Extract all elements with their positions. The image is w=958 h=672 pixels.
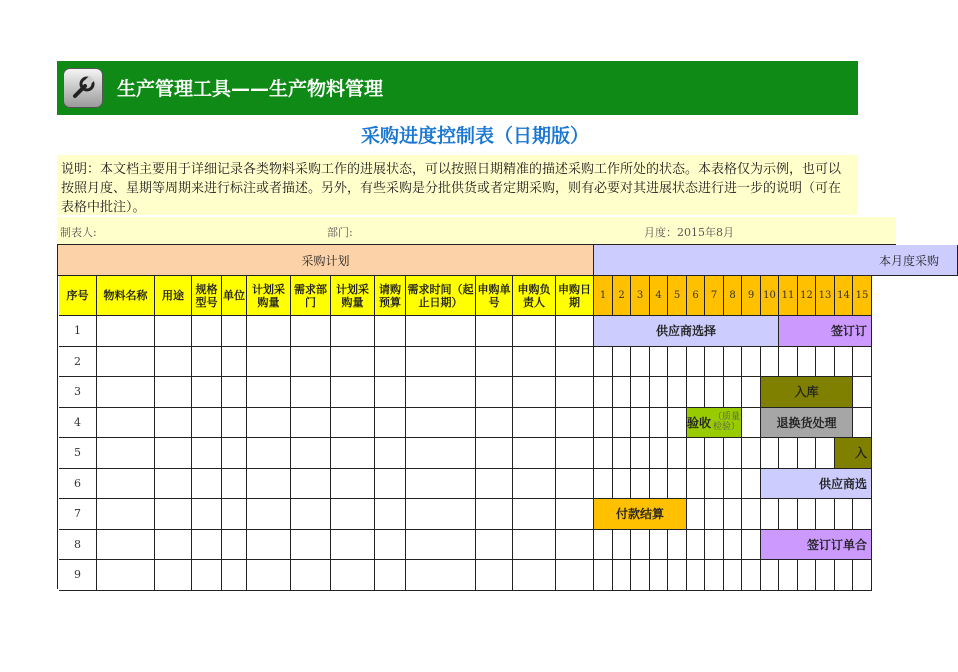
schedule-cell[interactable]: [779, 438, 798, 469]
table-cell[interactable]: [406, 377, 476, 408]
table-cell[interactable]: [513, 499, 556, 530]
table-cell[interactable]: [406, 499, 476, 530]
table-cell[interactable]: [476, 499, 513, 530]
table-cell[interactable]: [222, 408, 247, 439]
table-cell[interactable]: [375, 560, 406, 591]
wrench-icon: [63, 68, 103, 108]
table-cell[interactable]: [247, 316, 291, 347]
schedule-cell[interactable]: [631, 347, 650, 378]
schedule-cell[interactable]: [631, 530, 650, 561]
day-header: 12: [798, 276, 816, 316]
table-cell[interactable]: [192, 316, 222, 347]
gantt-bar[interactable]: [761, 377, 853, 408]
schedule-cell[interactable]: [687, 377, 705, 408]
schedule-cell[interactable]: [724, 530, 742, 561]
schedule-cell[interactable]: [668, 377, 687, 408]
column-header: 规格型号: [192, 276, 222, 316]
table-cell[interactable]: [556, 377, 594, 408]
schedule-cell[interactable]: [613, 530, 631, 561]
gantt-bar-label: 入: [854, 446, 867, 461]
column-header: 需求时间（起止日期）: [406, 276, 476, 316]
schedule-cell[interactable]: [724, 347, 742, 378]
gantt-bar[interactable]: [687, 408, 742, 439]
table-cell[interactable]: [556, 316, 594, 347]
schedule-cell[interactable]: [779, 347, 798, 378]
schedule-cell[interactable]: [853, 499, 872, 530]
table-cell[interactable]: [155, 316, 192, 347]
group-header-month: 本月度采购: [594, 245, 958, 276]
row-number: 5: [59, 438, 97, 469]
schedule-cell[interactable]: [650, 408, 668, 439]
schedule-cell[interactable]: [816, 438, 835, 469]
table-cell[interactable]: [513, 530, 556, 561]
table-cell[interactable]: [406, 560, 476, 591]
column-header: 需求部门: [291, 276, 331, 316]
schedule-cell[interactable]: [705, 438, 724, 469]
schedule-cell[interactable]: [613, 347, 631, 378]
table-cell[interactable]: [291, 377, 331, 408]
schedule-cell[interactable]: [742, 530, 761, 561]
schedule-cell[interactable]: [742, 499, 761, 530]
gantt-bar[interactable]: [835, 438, 872, 469]
schedule-cell[interactable]: [650, 469, 668, 500]
table-cell[interactable]: [192, 560, 222, 591]
day-header: 5: [668, 276, 687, 316]
gantt-bar-label: 入库: [794, 385, 819, 400]
schedule-cell[interactable]: [816, 347, 835, 378]
table-cell[interactable]: [155, 408, 192, 439]
row-number: 6: [59, 469, 97, 500]
schedule-cell[interactable]: [724, 560, 742, 591]
column-header: 请购预算: [375, 276, 406, 316]
table-cell[interactable]: [513, 408, 556, 439]
table-cell[interactable]: [97, 377, 155, 408]
table-cell[interactable]: [155, 560, 192, 591]
gantt-bar-label: 退换货处理: [776, 415, 837, 430]
table-cell[interactable]: [291, 499, 331, 530]
day-header: 4: [650, 276, 668, 316]
table-cell[interactable]: [222, 560, 247, 591]
table-cell[interactable]: [192, 377, 222, 408]
schedule-cell[interactable]: [687, 499, 705, 530]
schedule-cell[interactable]: [631, 438, 650, 469]
table-cell[interactable]: [476, 408, 513, 439]
table-cell[interactable]: [291, 316, 331, 347]
table-cell[interactable]: [406, 347, 476, 378]
table-cell[interactable]: [97, 560, 155, 591]
gantt-bar[interactable]: [594, 499, 687, 530]
schedule-cell[interactable]: [761, 499, 779, 530]
column-header: 单位: [222, 276, 247, 316]
table-cell[interactable]: [155, 377, 192, 408]
table-cell[interactable]: [476, 530, 513, 561]
schedule-cell[interactable]: [687, 347, 705, 378]
schedule-cell[interactable]: [613, 377, 631, 408]
schedule-cell[interactable]: [668, 530, 687, 561]
schedule-cell[interactable]: [742, 347, 761, 378]
table-cell[interactable]: [556, 499, 594, 530]
table-cell[interactable]: [222, 377, 247, 408]
schedule-cell[interactable]: [742, 469, 761, 500]
table-cell[interactable]: [513, 438, 556, 469]
table-cell[interactable]: [331, 499, 375, 530]
schedule-cell[interactable]: [779, 560, 798, 591]
schedule-cell[interactable]: [705, 560, 724, 591]
schedule-cell[interactable]: [650, 560, 668, 591]
table-cell[interactable]: [247, 560, 291, 591]
progress-table: [57, 244, 939, 589]
maker-label: 制表人:: [60, 226, 97, 239]
schedule-cell[interactable]: [631, 377, 650, 408]
schedule-cell[interactable]: [742, 560, 761, 591]
description-note: 说明：本文档主要用于详细记录各类物料采购工作的进展状态，可以按照日期精准的描述采购工作所处的状态。本表格仅为示例，也可以按照月度、星期等周期来进行标注或者描述。另外，有些采购是分批供货或者定期采购，则有必要对其进展状态进行进一步的说明（可在表格中批注）。: [57, 155, 858, 215]
day-header: 10: [761, 276, 779, 316]
gantt-bar-note: （质量检验）: [713, 412, 741, 433]
group-header-plan: 采购计划: [58, 245, 594, 276]
schedule-cell[interactable]: [668, 560, 687, 591]
schedule-cell[interactable]: [742, 408, 761, 439]
month-label: 月度：2015年8月: [644, 226, 734, 239]
schedule-cell[interactable]: [594, 377, 613, 408]
schedule-cell[interactable]: [594, 469, 613, 500]
schedule-cell[interactable]: [650, 438, 668, 469]
table-cell[interactable]: [291, 469, 331, 500]
column-header: 用途: [155, 276, 192, 316]
table-cell[interactable]: [406, 316, 476, 347]
schedule-cell[interactable]: [613, 560, 631, 591]
table-cell[interactable]: [192, 469, 222, 500]
table-cell[interactable]: [476, 377, 513, 408]
row-number: 7: [59, 499, 97, 530]
schedule-cell[interactable]: [705, 377, 724, 408]
banner-title: 生产管理工具——生产物料管理: [117, 78, 384, 100]
table-cell[interactable]: [476, 316, 513, 347]
table-cell[interactable]: [247, 530, 291, 561]
meta-row: [57, 217, 896, 244]
title-banner: [57, 61, 858, 115]
table-cell[interactable]: [513, 377, 556, 408]
table-cell[interactable]: [331, 377, 375, 408]
gantt-bar[interactable]: [761, 408, 853, 439]
schedule-cell[interactable]: [687, 469, 705, 500]
column-header: 申购负责人: [513, 276, 556, 316]
table-cell[interactable]: [513, 347, 556, 378]
schedule-cell[interactable]: [687, 438, 705, 469]
table-cell[interactable]: [247, 408, 291, 439]
table-cell[interactable]: [192, 347, 222, 378]
schedule-cell[interactable]: [798, 560, 816, 591]
schedule-cell[interactable]: [594, 408, 613, 439]
table-cell[interactable]: [97, 499, 155, 530]
table-cell[interactable]: [331, 560, 375, 591]
table-cell[interactable]: [406, 438, 476, 469]
schedule-cell[interactable]: [798, 499, 816, 530]
table-cell[interactable]: [375, 530, 406, 561]
gantt-bar[interactable]: [761, 530, 872, 561]
table-cell[interactable]: [556, 347, 594, 378]
table-cell[interactable]: [192, 408, 222, 439]
table-cell[interactable]: [155, 469, 192, 500]
table-cell[interactable]: [291, 408, 331, 439]
table-cell[interactable]: [222, 469, 247, 500]
table-cell[interactable]: [222, 438, 247, 469]
schedule-cell[interactable]: [835, 499, 853, 530]
schedule-cell[interactable]: [724, 438, 742, 469]
day-header: 15: [853, 276, 872, 316]
row-number: 2: [59, 347, 97, 378]
table-cell[interactable]: [331, 347, 375, 378]
table-cell[interactable]: [291, 438, 331, 469]
department-label: 部门:: [327, 226, 353, 239]
schedule-cell[interactable]: [650, 377, 668, 408]
row-number: 9: [59, 560, 97, 591]
schedule-cell[interactable]: [631, 408, 650, 439]
day-header: 14: [835, 276, 853, 316]
schedule-cell[interactable]: [724, 499, 742, 530]
table-cell[interactable]: [375, 438, 406, 469]
table-cell[interactable]: [291, 560, 331, 591]
table-cell[interactable]: [406, 469, 476, 500]
table-cell[interactable]: [155, 347, 192, 378]
row-number: 8: [59, 530, 97, 561]
schedule-cell[interactable]: [594, 530, 613, 561]
column-header: 序号: [59, 276, 97, 316]
schedule-cell[interactable]: [650, 530, 668, 561]
schedule-cell[interactable]: [613, 438, 631, 469]
table-cell[interactable]: [192, 438, 222, 469]
table-cell[interactable]: [247, 377, 291, 408]
schedule-cell[interactable]: [668, 408, 687, 439]
schedule-cell[interactable]: [594, 438, 613, 469]
row-number: 1: [59, 316, 97, 347]
schedule-cell[interactable]: [705, 530, 724, 561]
table-cell[interactable]: [476, 438, 513, 469]
schedule-cell[interactable]: [613, 469, 631, 500]
table-cell[interactable]: [406, 530, 476, 561]
table-cell[interactable]: [556, 560, 594, 591]
schedule-cell[interactable]: [631, 469, 650, 500]
table-cell[interactable]: [406, 408, 476, 439]
schedule-cell[interactable]: [594, 347, 613, 378]
table-cell[interactable]: [155, 499, 192, 530]
schedule-cell[interactable]: [631, 560, 650, 591]
table-cell[interactable]: [222, 316, 247, 347]
table-cell[interactable]: [291, 347, 331, 378]
table-cell[interactable]: [375, 377, 406, 408]
table-cell[interactable]: [556, 469, 594, 500]
gantt-bar-label: 供应商选择: [655, 324, 716, 339]
table-cell[interactable]: [513, 560, 556, 591]
gantt-bar-label: 供应商选: [818, 476, 867, 491]
day-header: 8: [724, 276, 742, 316]
gantt-bar[interactable]: [594, 316, 779, 347]
table-cell[interactable]: [331, 316, 375, 347]
day-header: 11: [779, 276, 798, 316]
table-cell[interactable]: [331, 438, 375, 469]
table-cell[interactable]: [192, 530, 222, 561]
row-number: 3: [59, 377, 97, 408]
column-header: 申购日期: [556, 276, 594, 316]
column-header: 申购单号: [476, 276, 513, 316]
table-cell[interactable]: [375, 499, 406, 530]
table-cell[interactable]: [513, 469, 556, 500]
row-number: 4: [59, 408, 97, 439]
table-cell[interactable]: [513, 316, 556, 347]
table-cell[interactable]: [331, 469, 375, 500]
schedule-cell[interactable]: [742, 438, 761, 469]
table-cell[interactable]: [556, 530, 594, 561]
gantt-bar-label: 签订订单合: [806, 537, 867, 552]
day-header: 9: [742, 276, 761, 316]
gantt-bar[interactable]: [779, 316, 872, 347]
table-cell[interactable]: [476, 469, 513, 500]
schedule-cell[interactable]: [798, 438, 816, 469]
table-cell[interactable]: [375, 316, 406, 347]
table-cell[interactable]: [222, 499, 247, 530]
gantt-bar-label: 签订订: [830, 324, 867, 339]
table-cell[interactable]: [291, 530, 331, 561]
table-cell[interactable]: [97, 347, 155, 378]
table-cell[interactable]: [97, 438, 155, 469]
table-cell[interactable]: [247, 438, 291, 469]
schedule-cell[interactable]: [761, 347, 779, 378]
table-cell[interactable]: [476, 560, 513, 591]
schedule-cell[interactable]: [816, 560, 835, 591]
schedule-cell[interactable]: [835, 347, 853, 378]
schedule-cell[interactable]: [853, 377, 872, 408]
table-cell[interactable]: [247, 469, 291, 500]
schedule-cell[interactable]: [668, 469, 687, 500]
schedule-cell[interactable]: [761, 438, 779, 469]
schedule-cell[interactable]: [687, 530, 705, 561]
schedule-cell[interactable]: [761, 560, 779, 591]
schedule-cell[interactable]: [853, 560, 872, 591]
schedule-cell[interactable]: [687, 560, 705, 591]
table-cell[interactable]: [375, 408, 406, 439]
day-header: 2: [613, 276, 631, 316]
day-header: 7: [705, 276, 724, 316]
table-cell[interactable]: [222, 530, 247, 561]
gantt-bar-label: 付款结算: [615, 507, 664, 522]
schedule-cell[interactable]: [705, 469, 724, 500]
column-header: 物料名称: [97, 276, 155, 316]
table-cell[interactable]: [375, 469, 406, 500]
column-header: 计划采购量: [331, 276, 375, 316]
schedule-cell[interactable]: [779, 499, 798, 530]
schedule-cell[interactable]: [668, 438, 687, 469]
schedule-cell[interactable]: [853, 347, 872, 378]
page-title: 采购进度控制表（日期版）: [360, 125, 589, 147]
schedule-cell[interactable]: [816, 499, 835, 530]
schedule-cell[interactable]: [594, 560, 613, 591]
table-cell[interactable]: [556, 408, 594, 439]
table-cell[interactable]: [97, 469, 155, 500]
table-cell[interactable]: [222, 347, 247, 378]
table-cell[interactable]: [155, 438, 192, 469]
table-cell[interactable]: [97, 530, 155, 561]
table-cell[interactable]: [97, 408, 155, 439]
table-cell[interactable]: [97, 316, 155, 347]
schedule-cell[interactable]: [650, 347, 668, 378]
table-cell[interactable]: [155, 530, 192, 561]
table-cell[interactable]: [247, 499, 291, 530]
schedule-cell[interactable]: [853, 408, 872, 439]
day-header: 3: [631, 276, 650, 316]
schedule-cell[interactable]: [742, 377, 761, 408]
day-header: 6: [687, 276, 705, 316]
gantt-bar-label: 验收: [687, 415, 712, 430]
table-cell[interactable]: [247, 347, 291, 378]
schedule-cell[interactable]: [668, 347, 687, 378]
gantt-bar[interactable]: [761, 469, 872, 500]
table-cell[interactable]: [192, 499, 222, 530]
schedule-cell[interactable]: [798, 347, 816, 378]
day-header: 1: [594, 276, 613, 316]
schedule-cell[interactable]: [835, 560, 853, 591]
table-cell[interactable]: [331, 530, 375, 561]
schedule-cell[interactable]: [705, 499, 724, 530]
schedule-cell[interactable]: [705, 347, 724, 378]
table-cell[interactable]: [476, 347, 513, 378]
table-cell[interactable]: [375, 347, 406, 378]
schedule-cell[interactable]: [724, 469, 742, 500]
column-header: 计划采购量: [247, 276, 291, 316]
day-header: 13: [816, 276, 835, 316]
table-cell[interactable]: [556, 438, 594, 469]
table-cell[interactable]: [331, 408, 375, 439]
schedule-cell[interactable]: [724, 377, 742, 408]
schedule-cell[interactable]: [613, 408, 631, 439]
